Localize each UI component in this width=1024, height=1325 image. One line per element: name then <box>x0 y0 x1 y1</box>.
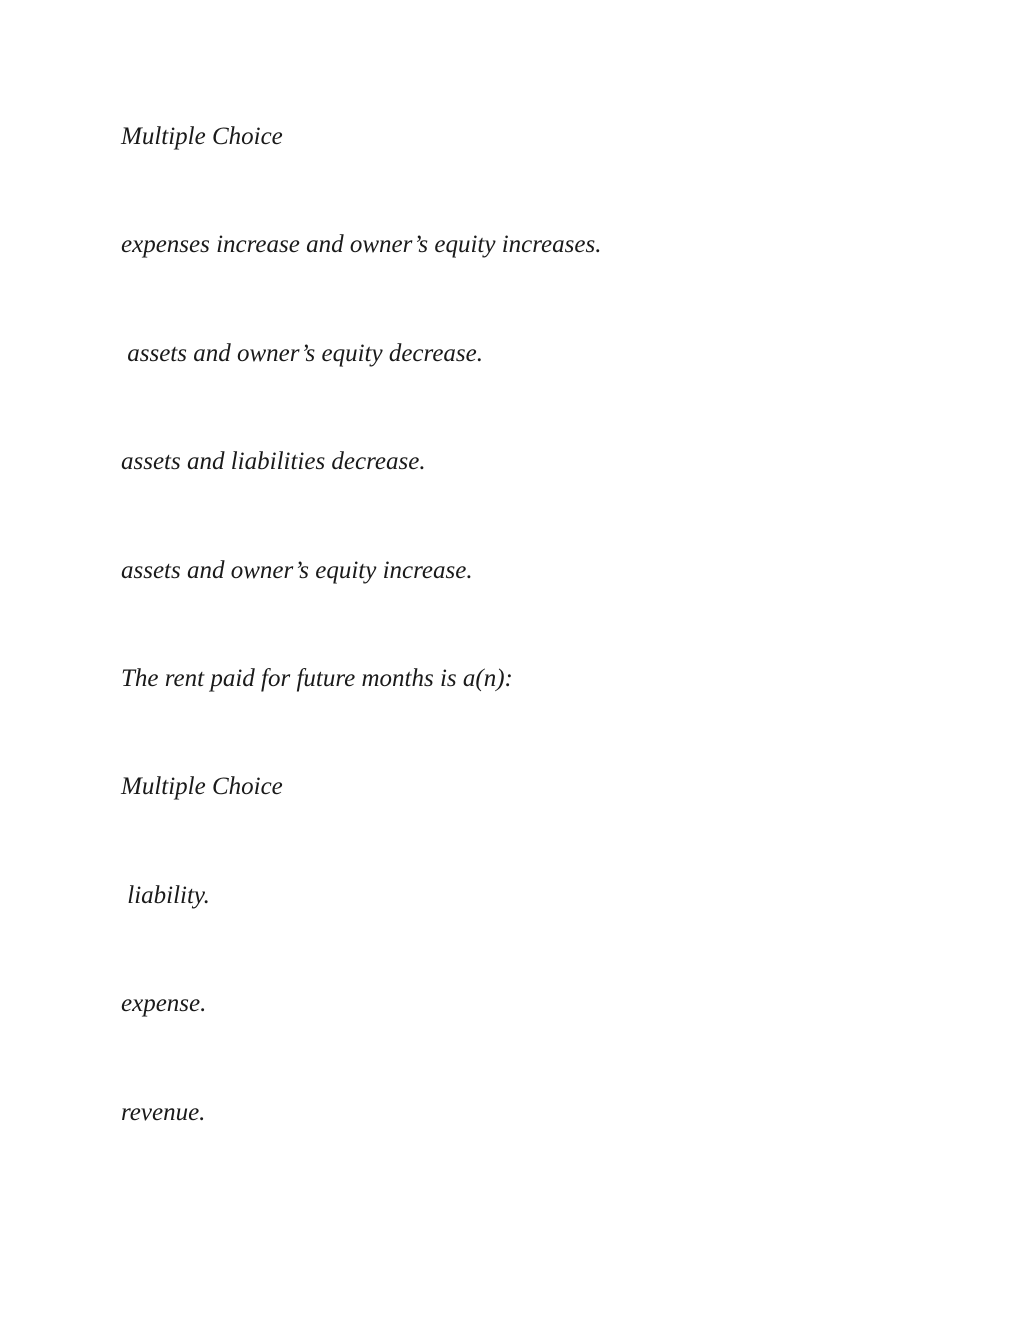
answer-option: assets and liabilities decrease. <box>121 448 426 475</box>
question-text: The rent paid for future months is a(n): <box>121 665 513 692</box>
answer-option: revenue. <box>121 1099 206 1126</box>
answer-option: expenses increase and owner’s equity increases. <box>121 231 602 258</box>
section-heading: Multiple Choice <box>121 773 283 800</box>
answer-option: expense. <box>121 990 207 1017</box>
section-heading: Multiple Choice <box>121 123 283 150</box>
answer-option: assets and owner’s equity increase. <box>121 557 473 584</box>
answer-option: liability. <box>121 882 210 909</box>
answer-option: assets and owner’s equity decrease. <box>121 340 483 367</box>
